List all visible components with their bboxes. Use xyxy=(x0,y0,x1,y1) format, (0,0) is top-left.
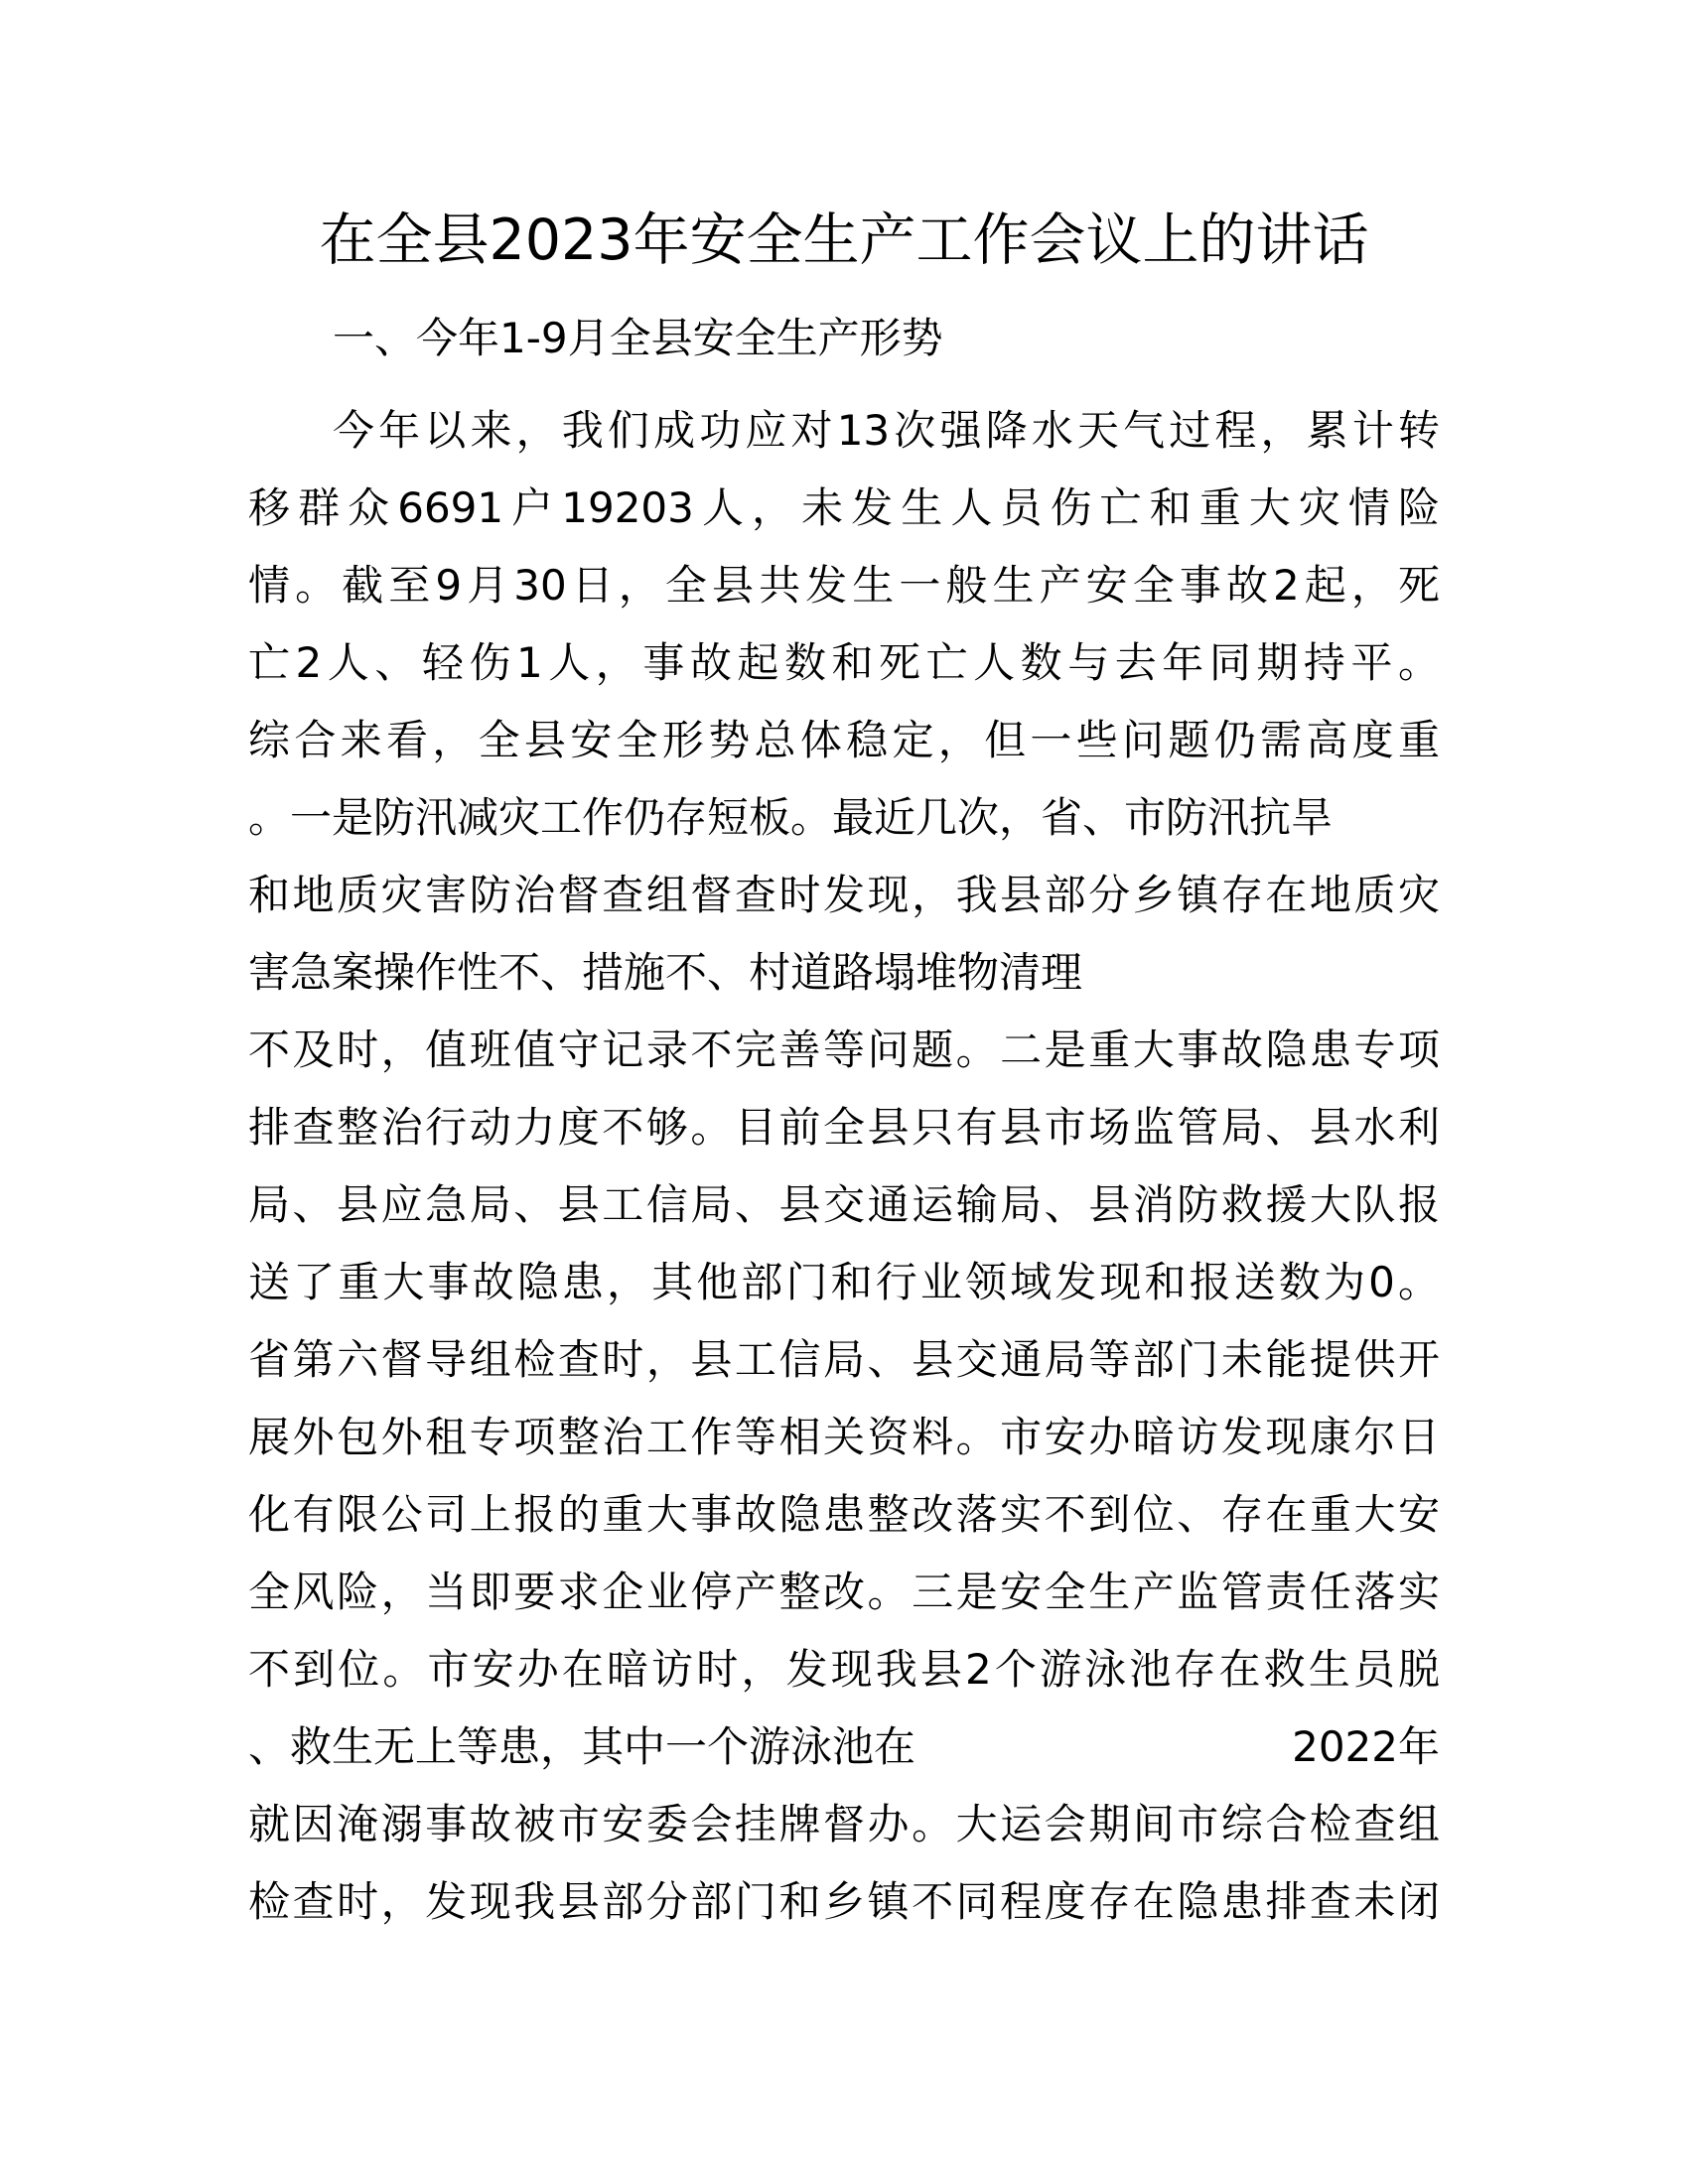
body-line: 。一是防汛减灾工作仍存短板。最近几次，省、市防汛抗旱 xyxy=(248,793,1334,842)
body-line: 和地质灾害防治督查组督查时发现，我县部分乡镇存在地质灾 xyxy=(248,871,1440,919)
section-heading: 一、今年1-9月全县安全生产形势 xyxy=(333,314,943,362)
body-line: 今年以来，我们成功应对13次强降水天气过程，累计转 xyxy=(333,406,1440,455)
body-line: 排查整治行动力度不够。目前全县只有县市场监管局、县水利 xyxy=(248,1103,1440,1152)
body-line: 省第六督导组检查时，县工信局、县交通局等部门未能提供开 xyxy=(248,1335,1440,1384)
body-line: 不及时，值班值守记录不完善等问题。二是重大事故隐患专项 xyxy=(248,1025,1440,1074)
body-line: 检查时，发现我县部分部门和乡镇不同程度存在隐患排查未闭 xyxy=(248,1877,1440,1926)
body-line: 送了重大事故隐患，其他部门和行业领域发现和报送数为0。 xyxy=(248,1258,1440,1306)
body-line: 局、县应急局、县工信局、县交通运输局、县消防救援大队报 xyxy=(248,1180,1440,1229)
body-line: 移群众6691户19203人，未发生人员伤亡和重大灾情险 xyxy=(248,483,1440,532)
document-title: 在全县2023年安全生产工作会议上的讲话 xyxy=(319,207,1369,273)
body-line: 展外包外租专项整治工作等相关资料。市安办暗访发现康尔日 xyxy=(248,1413,1440,1461)
body-line: 情。截至9月30日，全县共发生一般生产安全事故2起，死 xyxy=(248,561,1440,610)
body-line: 害急案操作性不、措施不、村道路塌堆物清理 xyxy=(248,948,1083,997)
body-line: 、救生无上等患，其中一个游泳池在 xyxy=(248,1722,916,1771)
body-line: 化有限公司上报的重大事故隐患整改落实不到位、存在重大安 xyxy=(248,1490,1440,1539)
body-line-trailing-year: 2022年 xyxy=(1292,1722,1440,1771)
body-line: 综合来看，全县安全形势总体稳定，但一些问题仍需高度重 xyxy=(248,716,1440,764)
body-line: 就因淹溺事故被市安委会挂牌督办。大运会期间市综合检查组 xyxy=(248,1800,1440,1848)
body-line: 全风险，当即要求企业停产整改。三是安全生产监管责任落实 xyxy=(248,1568,1440,1616)
body-line: 不到位。市安办在暗访时，发现我县2个游泳池存在救生员脱 xyxy=(248,1645,1440,1694)
body-line: 亡2人、轻伤1人，事故起数和死亡人数与去年同期持平。 xyxy=(248,638,1440,687)
